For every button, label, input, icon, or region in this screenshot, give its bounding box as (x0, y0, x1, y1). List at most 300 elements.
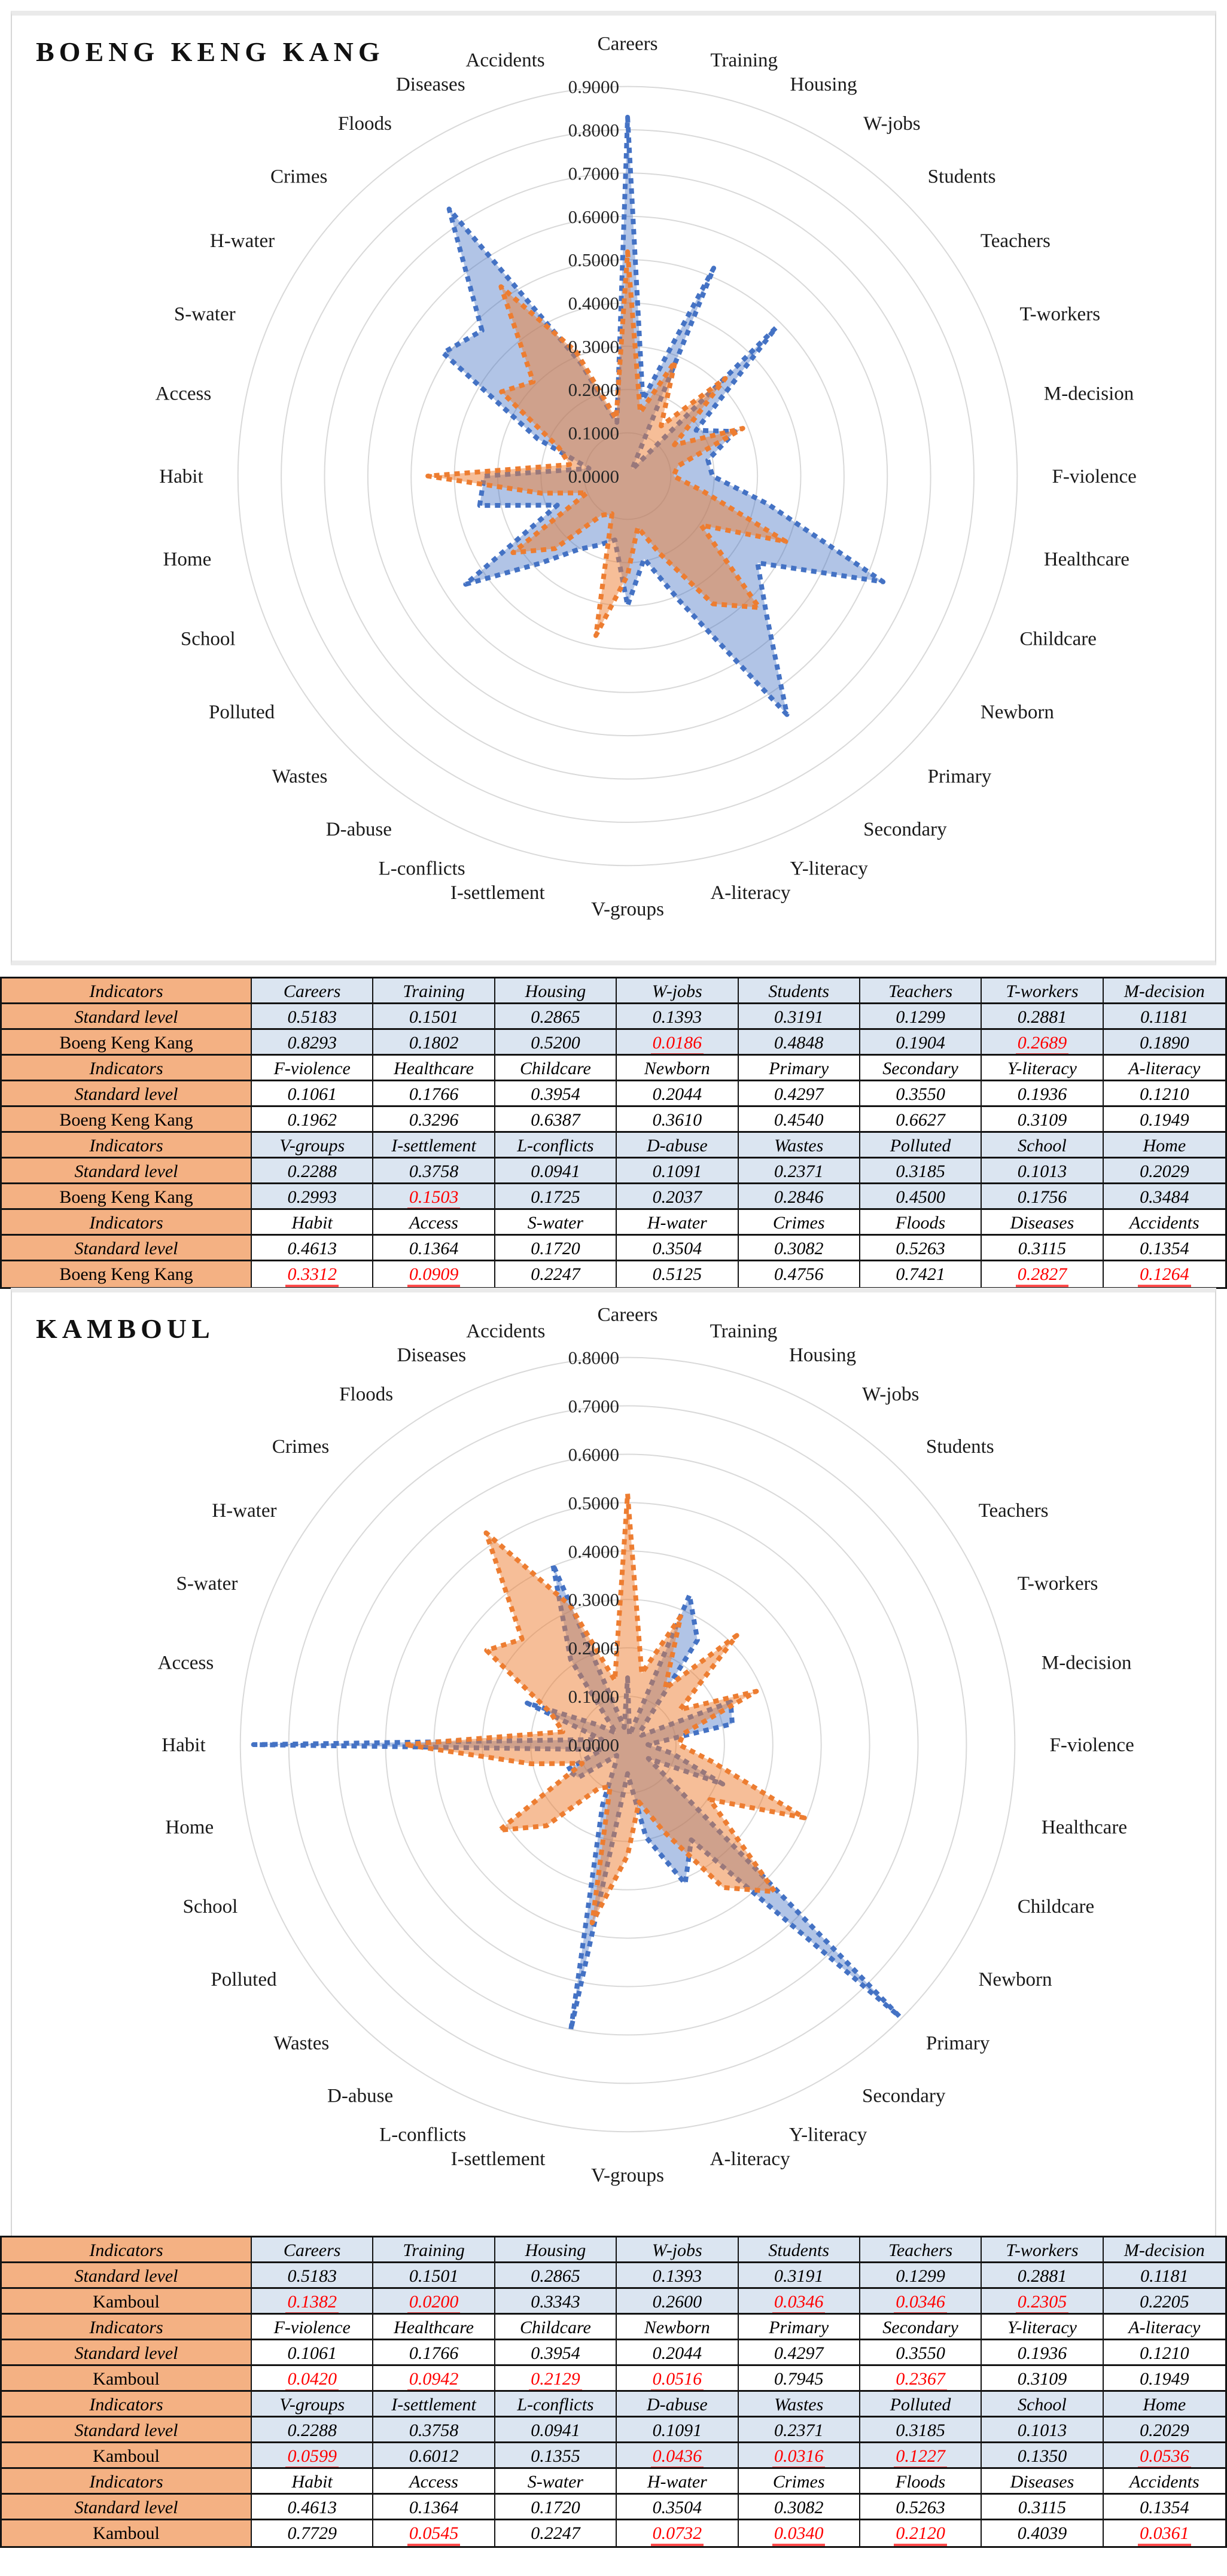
standard-value: 0.1354 (1104, 2495, 1225, 2520)
indicator-header: Wastes (739, 1133, 860, 1159)
row-label: Boeng Keng Kang (2, 1184, 252, 1210)
standard-value: 0.1393 (617, 1004, 738, 1030)
area-value: 0.2846 (739, 1184, 860, 1210)
flagged-value: 0.0536 (1138, 2446, 1191, 2469)
axis-label-training: Training (710, 1321, 778, 1343)
area-value: 0.7729 (252, 2520, 373, 2546)
axis-label-accidents: Accidents (466, 1321, 546, 1343)
axis-label-secondary: Secondary (863, 818, 947, 840)
standard-value: 0.4297 (739, 1081, 860, 1107)
area-value: 0.7945 (739, 2366, 860, 2392)
standard-value: 0.1210 (1104, 1081, 1225, 1107)
flagged-value: 0.2689 (1016, 1033, 1069, 1056)
indicator-header: W-jobs (617, 2237, 738, 2263)
area-value: 0.2037 (617, 1184, 738, 1210)
area-value (373, 1261, 495, 1287)
axis-label-home: Home (163, 548, 212, 571)
flagged-value: 0.0545 (407, 2523, 461, 2546)
standard-value: 0.0941 (495, 2418, 617, 2443)
axis-label-a-literacy: A-literacy (710, 882, 791, 904)
area-value: 0.1756 (982, 1184, 1103, 1210)
axis-label-y-literacy: Y-literacy (788, 2124, 867, 2146)
area-value: 0.4540 (739, 1107, 860, 1133)
indicator-header: M-decision (1104, 978, 1225, 1004)
area-value: 0.6012 (373, 2443, 495, 2469)
flagged-value: 0.0732 (651, 2523, 704, 2546)
area-value: 0.4500 (860, 1184, 982, 1210)
indicator-header: Secondary (860, 1056, 982, 1081)
indicator-header: S-water (495, 1210, 617, 1236)
indicator-header: F-violence (252, 2315, 373, 2340)
flagged-value: 0.0200 (407, 2292, 461, 2315)
area-value (982, 1261, 1103, 1287)
area-value: 0.3610 (617, 1107, 738, 1133)
indicator-header: L-conflicts (495, 2392, 617, 2418)
axis-label-careers: Careers (597, 33, 658, 55)
area-value: 0.2247 (495, 1261, 617, 1287)
axis-label-m-decision: M-decision (1043, 383, 1134, 405)
axis-label-access: Access (155, 383, 212, 405)
radar-chart-boeng-keng-kang (12, 16, 1215, 961)
axis-label-secondary: Secondary (861, 2085, 946, 2107)
axis-label-f-violence: F-violence (1049, 1734, 1134, 1756)
area-value: 0.2993 (252, 1184, 373, 1210)
indicator-header: Accidents (1104, 1210, 1225, 1236)
flagged-value: 0.1382 (285, 2292, 339, 2315)
indicator-header: M-decision (1104, 2237, 1225, 2263)
ring-label: 0.2000 (568, 379, 620, 401)
flagged-value: 0.2129 (529, 2369, 582, 2392)
standard-value: 0.3954 (495, 2340, 617, 2366)
area-value: 0.3343 (495, 2289, 617, 2315)
area-value: 0.1355 (495, 2443, 617, 2469)
standard-value: 0.3504 (617, 1236, 738, 1261)
standard-value: 0.1501 (373, 1004, 495, 1030)
row-label: Boeng Keng Kang (2, 1107, 252, 1133)
flagged-value: 0.3312 (285, 1264, 339, 1287)
axis-label-polluted: Polluted (211, 1968, 277, 1990)
ring-label: 0.6000 (568, 1444, 620, 1465)
flagged-value: 0.2367 (894, 2369, 947, 2392)
area-value (982, 2289, 1103, 2315)
row-label: Kamboul (2, 2520, 252, 2546)
row-label: Boeng Keng Kang (2, 1261, 252, 1287)
area-value: 0.4756 (739, 1261, 860, 1287)
axis-label-l-conflicts: L-conflicts (378, 858, 465, 880)
axis-label-training: Training (710, 50, 778, 72)
standard-value: 0.1393 (617, 2263, 738, 2289)
indicator-header: Careers (252, 2237, 373, 2263)
ring-label: 0.4000 (568, 292, 620, 314)
area-value: 0.6387 (495, 1107, 617, 1133)
row-label: Indicators (2, 2469, 252, 2495)
standard-value: 0.5183 (252, 2263, 373, 2289)
indicator-header: Accidents (1104, 2469, 1225, 2495)
area-value (860, 2366, 982, 2392)
row-label: Indicators (2, 2392, 252, 2418)
row-label: Standard level (2, 1004, 252, 1030)
flagged-value: 0.1227 (894, 2446, 947, 2469)
area-value: 0.5125 (617, 1261, 738, 1287)
area-value: 0.1949 (1104, 1107, 1225, 1133)
area-value (860, 2289, 982, 2315)
axis-label-s-water: S-water (173, 303, 236, 325)
standard-value: 0.1181 (1104, 1004, 1225, 1030)
axis-label-childcare: Childcare (1017, 1895, 1095, 1917)
indicator-header: T-workers (982, 978, 1103, 1004)
axis-label-students: Students (925, 1436, 994, 1458)
axis-label-w-jobs: W-jobs (861, 1383, 920, 1406)
indicator-header: Students (739, 2237, 860, 2263)
standard-value: 0.3191 (739, 2263, 860, 2289)
axis-label-i-settlement: I-settlement (450, 882, 545, 904)
axis-label-childcare: Childcare (1019, 628, 1097, 650)
flagged-value: 0.0420 (285, 2369, 339, 2392)
axis-label-newborn: Newborn (980, 702, 1054, 724)
indicator-header: F-violence (252, 1056, 373, 1081)
row-label: Standard level (2, 2340, 252, 2366)
standard-value: 0.2029 (1104, 2418, 1225, 2443)
standard-value: 0.4613 (252, 2495, 373, 2520)
area-value: 0.7421 (860, 1261, 982, 1287)
axis-label-teachers: Teachers (978, 1500, 1049, 1522)
flagged-value: 0.1503 (407, 1187, 461, 1210)
axis-label-healthcare: Healthcare (1041, 1816, 1128, 1839)
indicator-header: D-abuse (617, 1133, 738, 1159)
row-label: Standard level (2, 1236, 252, 1261)
row-label: Boeng Keng Kang (2, 1030, 252, 1056)
area-value: 0.6627 (860, 1107, 982, 1133)
standard-value: 0.1936 (982, 1081, 1103, 1107)
flagged-value: 0.0340 (772, 2523, 826, 2546)
ring-label: 0.4000 (568, 1541, 620, 1562)
indicator-header: V-groups (252, 2392, 373, 2418)
axis-label-y-literacy: Y-literacy (790, 858, 868, 880)
indicator-header: Crimes (739, 1210, 860, 1236)
area-value (982, 1030, 1103, 1056)
axis-label-floods: Floods (337, 113, 392, 135)
row-label: Indicators (2, 1056, 252, 1081)
indicator-header: W-jobs (617, 978, 738, 1004)
standard-value: 0.1766 (373, 2340, 495, 2366)
area-value (617, 1030, 738, 1056)
area-value: 0.1904 (860, 1030, 982, 1056)
standard-value: 0.3758 (373, 2418, 495, 2443)
area-value (252, 2443, 373, 2469)
area-value (617, 2443, 738, 2469)
area-value: 0.2247 (495, 2520, 617, 2546)
area-value (373, 1184, 495, 1210)
indicator-header: Housing (495, 2237, 617, 2263)
area-value (495, 2366, 617, 2392)
indicator-header: Diseases (982, 2469, 1103, 2495)
standard-value: 0.2881 (982, 2263, 1103, 2289)
area-value: 0.3109 (982, 1107, 1103, 1133)
axis-label-d-abuse: D-abuse (327, 2085, 394, 2107)
indicator-header: Floods (860, 1210, 982, 1236)
standard-value: 0.2044 (617, 1081, 738, 1107)
standard-value: 0.1061 (252, 2340, 373, 2366)
indicator-header: Childcare (495, 2315, 617, 2340)
axis-label-diseases: Diseases (397, 1345, 467, 1367)
ring-label: 0.9000 (568, 76, 620, 97)
standard-value: 0.3115 (982, 2495, 1103, 2520)
flagged-value: 0.0316 (772, 2446, 826, 2469)
row-label: Kamboul (2, 2443, 252, 2469)
axis-label-healthcare: Healthcare (1043, 548, 1129, 571)
standard-value: 0.1091 (617, 1159, 738, 1184)
standard-value: 0.4297 (739, 2340, 860, 2366)
standard-value: 0.3115 (982, 1236, 1103, 1261)
standard-value: 0.3082 (739, 1236, 860, 1261)
indicator-header: Healthcare (373, 1056, 495, 1081)
indicator-header: Habit (252, 2469, 373, 2495)
axis-label-v-groups: V-groups (591, 2165, 664, 2187)
axis-label-habit: Habit (159, 465, 203, 487)
axis-label-w-jobs: W-jobs (863, 113, 921, 135)
flagged-value: 0.0346 (772, 2292, 826, 2315)
axis-label-teachers: Teachers (980, 230, 1051, 252)
axis-label-diseases: Diseases (395, 74, 465, 96)
area-value: 0.4039 (982, 2520, 1103, 2546)
indicator-header: Newborn (617, 2315, 738, 2340)
indicator-header: T-workers (982, 2237, 1103, 2263)
row-label: Indicators (2, 2315, 252, 2340)
ring-label: 0.1000 (568, 422, 620, 444)
standard-value: 0.2371 (739, 2418, 860, 2443)
axis-label-f-violence: F-violence (1052, 465, 1137, 487)
area-value: 0.1949 (1104, 2366, 1225, 2392)
area-value (739, 2443, 860, 2469)
ring-label: 0.3000 (568, 1589, 620, 1611)
standard-value: 0.1013 (982, 1159, 1103, 1184)
axis-label-l-conflicts: L-conflicts (379, 2124, 467, 2146)
area-value: 0.2600 (617, 2289, 738, 2315)
indicator-header: Healthcare (373, 2315, 495, 2340)
standard-value: 0.3082 (739, 2495, 860, 2520)
area-value: 0.3296 (373, 1107, 495, 1133)
ring-label: 0.2000 (568, 1638, 620, 1659)
area-value (860, 2443, 982, 2469)
indicator-header: Floods (860, 2469, 982, 2495)
standard-value: 0.1181 (1104, 2263, 1225, 2289)
radar-chart-kamboul (12, 1292, 1215, 2236)
axis-label-v-groups: V-groups (591, 898, 664, 920)
axis-label-habit: Habit (162, 1734, 206, 1756)
axis-label-primary: Primary (925, 2032, 990, 2054)
ring-label: 0.6000 (568, 206, 620, 227)
indicator-header: I-settlement (373, 1133, 495, 1159)
standard-value: 0.3550 (860, 1081, 982, 1107)
area-value (617, 2520, 738, 2546)
standard-value: 0.5263 (860, 2495, 982, 2520)
standard-value: 0.3504 (617, 2495, 738, 2520)
row-label: Standard level (2, 2495, 252, 2520)
indicator-header: Teachers (860, 978, 982, 1004)
flagged-value: 0.0436 (651, 2446, 704, 2469)
area-value: 0.2205 (1104, 2289, 1225, 2315)
area-value (373, 2520, 495, 2546)
area-value (1104, 2443, 1225, 2469)
area-value: 0.1802 (373, 1030, 495, 1056)
standard-value: 0.1720 (495, 2495, 617, 2520)
axis-label-d-abuse: D-abuse (325, 818, 392, 840)
indicator-header: Training (373, 978, 495, 1004)
standard-value: 0.1501 (373, 2263, 495, 2289)
axis-label-wastes: Wastes (272, 766, 328, 788)
standard-value: 0.1720 (495, 1236, 617, 1261)
axis-label-access: Access (157, 1652, 214, 1674)
area-value (739, 2289, 860, 2315)
standard-value: 0.1061 (252, 1081, 373, 1107)
area-value: 0.1350 (982, 2443, 1103, 2469)
axis-label-school: School (180, 628, 236, 650)
area-value (617, 2366, 738, 2392)
standard-value: 0.3185 (860, 1159, 982, 1184)
flagged-value: 0.1264 (1138, 1264, 1191, 1287)
ring-label: 0.7000 (568, 1395, 620, 1417)
axis-label-housing: Housing (788, 1345, 857, 1367)
indicator-header: Students (739, 978, 860, 1004)
chart-title-boeng-keng-kang: BOENG KENG KANG (36, 36, 385, 67)
standard-value: 0.5263 (860, 1236, 982, 1261)
indicator-header: S-water (495, 2469, 617, 2495)
indicator-header: Y-literacy (982, 1056, 1103, 1081)
flagged-value: 0.0346 (894, 2292, 947, 2315)
indicator-header: Polluted (860, 1133, 982, 1159)
axis-label-crimes: Crimes (270, 166, 328, 188)
area-value: 0.1962 (252, 1107, 373, 1133)
ring-label: 0.7000 (568, 163, 620, 184)
standard-value: 0.2865 (495, 1004, 617, 1030)
indicator-header: Crimes (739, 2469, 860, 2495)
ring-label: 0.1000 (568, 1686, 620, 1708)
radar-panel-boeng-keng-kang (11, 11, 1216, 965)
ring-label: 0.0000 (568, 1734, 620, 1755)
row-label: Standard level (2, 2418, 252, 2443)
area-value: 0.3484 (1104, 1184, 1225, 1210)
standard-value: 0.1091 (617, 2418, 738, 2443)
standard-value: 0.3758 (373, 1159, 495, 1184)
standard-value: 0.1364 (373, 1236, 495, 1261)
axis-label-newborn: Newborn (978, 1968, 1052, 1990)
indicator-header: Polluted (860, 2392, 982, 2418)
row-label: Standard level (2, 1081, 252, 1107)
row-label: Kamboul (2, 2289, 252, 2315)
indicator-table-boeng-keng-kang (0, 977, 1227, 1289)
row-label: Standard level (2, 1159, 252, 1184)
standard-value: 0.2288 (252, 1159, 373, 1184)
indicator-header: A-literacy (1104, 1056, 1225, 1081)
row-label: Kamboul (2, 2366, 252, 2392)
indicator-header: Childcare (495, 1056, 617, 1081)
ring-label: 0.5000 (568, 1492, 620, 1514)
area-value: 0.5200 (495, 1030, 617, 1056)
ring-label: 0.8000 (568, 1347, 620, 1368)
ring-label: 0.3000 (568, 336, 620, 357)
indicator-header: L-conflicts (495, 1133, 617, 1159)
flagged-value: 0.0909 (407, 1264, 461, 1287)
standard-value: 0.1210 (1104, 2340, 1225, 2366)
area-value (373, 2366, 495, 2392)
standard-value: 0.3954 (495, 1081, 617, 1107)
ring-label: 0.5000 (568, 249, 620, 271)
indicator-header: Primary (739, 2315, 860, 2340)
standard-value: 0.3191 (739, 1004, 860, 1030)
indicator-header: Careers (252, 978, 373, 1004)
axis-label-primary: Primary (927, 766, 992, 788)
radar-panel-kamboul (11, 1288, 1216, 2240)
flagged-value: 0.2120 (894, 2523, 947, 2546)
row-label: Indicators (2, 978, 252, 1004)
axis-label-wastes: Wastes (273, 2032, 330, 2054)
flagged-value: 0.0599 (285, 2446, 339, 2469)
axis-label-m-decision: M-decision (1041, 1652, 1132, 1674)
indicator-header: Wastes (739, 2392, 860, 2418)
indicator-header: Access (373, 2469, 495, 2495)
standard-value: 0.2371 (739, 1159, 860, 1184)
indicator-header: I-settlement (373, 2392, 495, 2418)
axis-label-students: Students (927, 166, 996, 188)
row-label: Indicators (2, 1210, 252, 1236)
ring-label: 0.0000 (568, 465, 620, 487)
standard-value: 0.1013 (982, 2418, 1103, 2443)
indicator-header: Training (373, 2237, 495, 2263)
area-value (860, 2520, 982, 2546)
flagged-value: 0.2305 (1016, 2292, 1069, 2315)
standard-value: 0.1299 (860, 2263, 982, 2289)
area-value (1104, 1261, 1225, 1287)
indicator-table-kamboul (0, 2236, 1227, 2548)
indicator-header: Habit (252, 1210, 373, 1236)
standard-value: 0.3550 (860, 2340, 982, 2366)
standard-value: 0.1354 (1104, 1236, 1225, 1261)
indicator-header: School (982, 1133, 1103, 1159)
flagged-value: 0.0186 (651, 1033, 704, 1056)
chart-title-kamboul: KAMBOUL (36, 1313, 215, 1344)
area-value: 0.1890 (1104, 1030, 1225, 1056)
indicator-header: Newborn (617, 1056, 738, 1081)
area-value (252, 2289, 373, 2315)
indicator-header: Housing (495, 978, 617, 1004)
flagged-value: 0.0361 (1138, 2523, 1191, 2546)
area-value: 0.4848 (739, 1030, 860, 1056)
standard-value: 0.2865 (495, 2263, 617, 2289)
axis-label-polluted: Polluted (209, 702, 275, 724)
ring-label: 0.8000 (568, 120, 620, 141)
axis-label-school: School (182, 1895, 238, 1917)
axis-label-i-settlement: I-settlement (450, 2148, 546, 2170)
area-value: 0.3109 (982, 2366, 1103, 2392)
flagged-value: 0.2827 (1016, 1264, 1069, 1287)
indicator-header: Teachers (860, 2237, 982, 2263)
indicator-header: V-groups (252, 1133, 373, 1159)
indicator-header: Access (373, 1210, 495, 1236)
area-value (373, 2289, 495, 2315)
indicator-header: Primary (739, 1056, 860, 1081)
indicator-header: A-literacy (1104, 2315, 1225, 2340)
standard-value: 0.5183 (252, 1004, 373, 1030)
axis-label-crimes: Crimes (272, 1436, 330, 1458)
standard-value: 0.2881 (982, 1004, 1103, 1030)
area-value (739, 2520, 860, 2546)
area-value (252, 1261, 373, 1287)
indicator-header: D-abuse (617, 2392, 738, 2418)
row-label: Indicators (2, 2237, 252, 2263)
standard-value: 0.1299 (860, 1004, 982, 1030)
indicator-header: Home (1104, 1133, 1225, 1159)
area-value: 0.1725 (495, 1184, 617, 1210)
